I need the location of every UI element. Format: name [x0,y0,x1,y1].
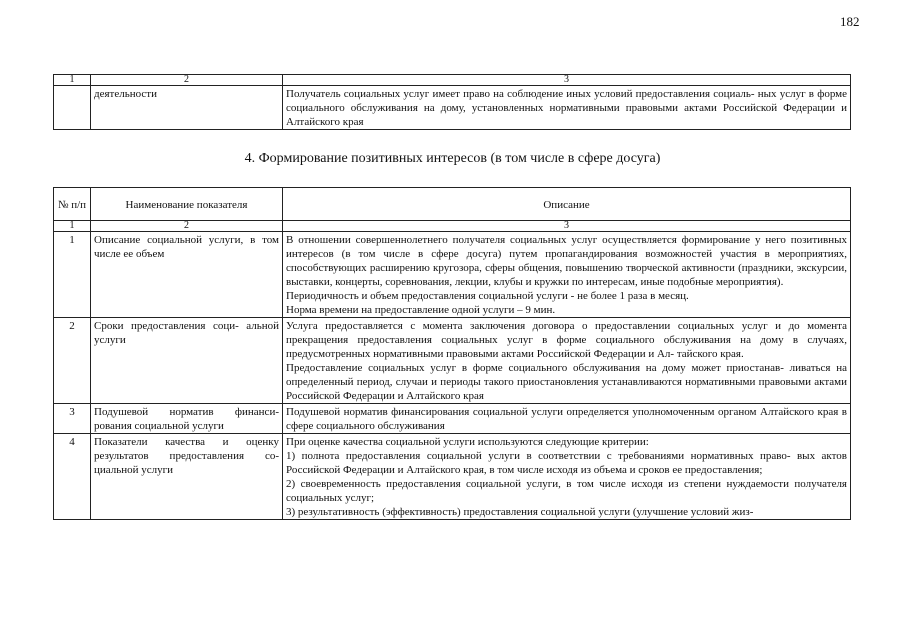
indicator-name: Показатели качества и оценку результатов предоставления со- циальной услуги [91,434,283,520]
row-number: 2 [54,318,91,404]
col-number-1: 1 [54,75,91,86]
table-row [54,232,851,318]
column-number-row [54,75,851,86]
col-number-3: 3 [283,221,851,232]
page-number: 182 [840,14,860,29]
row-number: 4 [54,434,91,520]
section-title: 4. Формирование позитивных интересов (в том числе в сфере досуга) [244,151,661,166]
indicator-name: Подушевой норматив финанси- рования социальной услуги [91,404,283,434]
description-paragraph: Подушевой норматив финансирования социальной услуги определяется уполномоченным органом Алтайского края в сфере социального обслуживания [286,406,847,432]
table-row [54,86,851,130]
description-paragraph: При оценке качества социальной услуги используются следующие критерии: [286,436,649,448]
indicator-description: Получатель социальных услуг имеет право на соблюдение иных условий предоставления социаль- ных услуг в форме социального обслуживания на дому, установленных нормативными правовыми актами Российской Федерации и Алтайского края [283,86,851,130]
description-paragraph: Периодичность и объем предоставления социальной услуги - не более 1 раза в месяц. [286,290,689,302]
col-number-2: 2 [91,221,283,232]
col-number-1: 1 [54,221,91,232]
table-row [54,404,851,434]
description-paragraph: Норма времени на предоставление одной услуги – 9 мин. [286,304,556,316]
description-paragraph: В отношении совершеннолетнего получателя социальных услуг осуществляется формирование у него позитивных интересов (в том числе в сфере досуга) путем пропагандирования возможностей участия в мероприятиях, способствующих расширению кругозора, сферы общения, повышению творческой активности (праздники, экскурсии, выставки, концерты, соревнования, лекции, клубы и кружки по интересам, иные подобные мероприятия). [286,234,847,288]
indicator-description [283,232,851,318]
description-paragraph: Услуга предоставляется с момента заключения договора о предоставлении социальных услуг и до момента прекращения предоставления социальных услуг в форме социального обслуживания на дому в случаях, предусмотренных нормативными правовыми актами Российской Федерации и Ал- тайского края. [286,320,847,360]
row-number [54,86,91,130]
header-name: Наименование показателя [91,188,283,221]
col-number-2: 2 [91,75,283,86]
indicator-description [283,434,851,520]
indicator-name: Описание социальной услуги, в том числе ее объем [91,232,283,318]
indicator-description [283,318,851,404]
header-description: Описание [283,188,851,221]
main-table [53,187,851,520]
table-row [54,434,851,520]
indicator-description [283,404,851,434]
column-number-row [54,221,851,232]
col-number-3: 3 [283,75,851,86]
row-number: 1 [54,232,91,318]
indicator-name: деятельности [91,86,283,130]
header-num: № п/п [54,188,91,221]
continuation-table [53,74,851,130]
indicator-name: Сроки предоставления соци- альной услуги [91,318,283,404]
description-paragraph: 3) результативность (эффективность) предоставления социальной услуги (улучшение условий жиз- [286,506,754,518]
description-paragraph: Предоставление социальных услуг в форме социального обслуживания на дому может приостанав- ливаться на определенный период, случаи и периоды такого приостановления устанавливаются нормативными правовыми актами Российской Федерации и Алтайского края [286,362,847,402]
description-paragraph: 1) полнота предоставления социальной услуги в соответствии с требованиями нормативных право- вых актов Российской Федерации и Алтайского края, в том числе исходя из объема и сроков ее предоставления; [286,450,847,476]
description-paragraph: 2) своевременность предоставления социальной услуги, в том числе исходя из степени нуждаемости получателя социальных услуг; [286,478,847,504]
row-number: 3 [54,404,91,434]
table-row [54,318,851,404]
header-row [54,188,851,221]
